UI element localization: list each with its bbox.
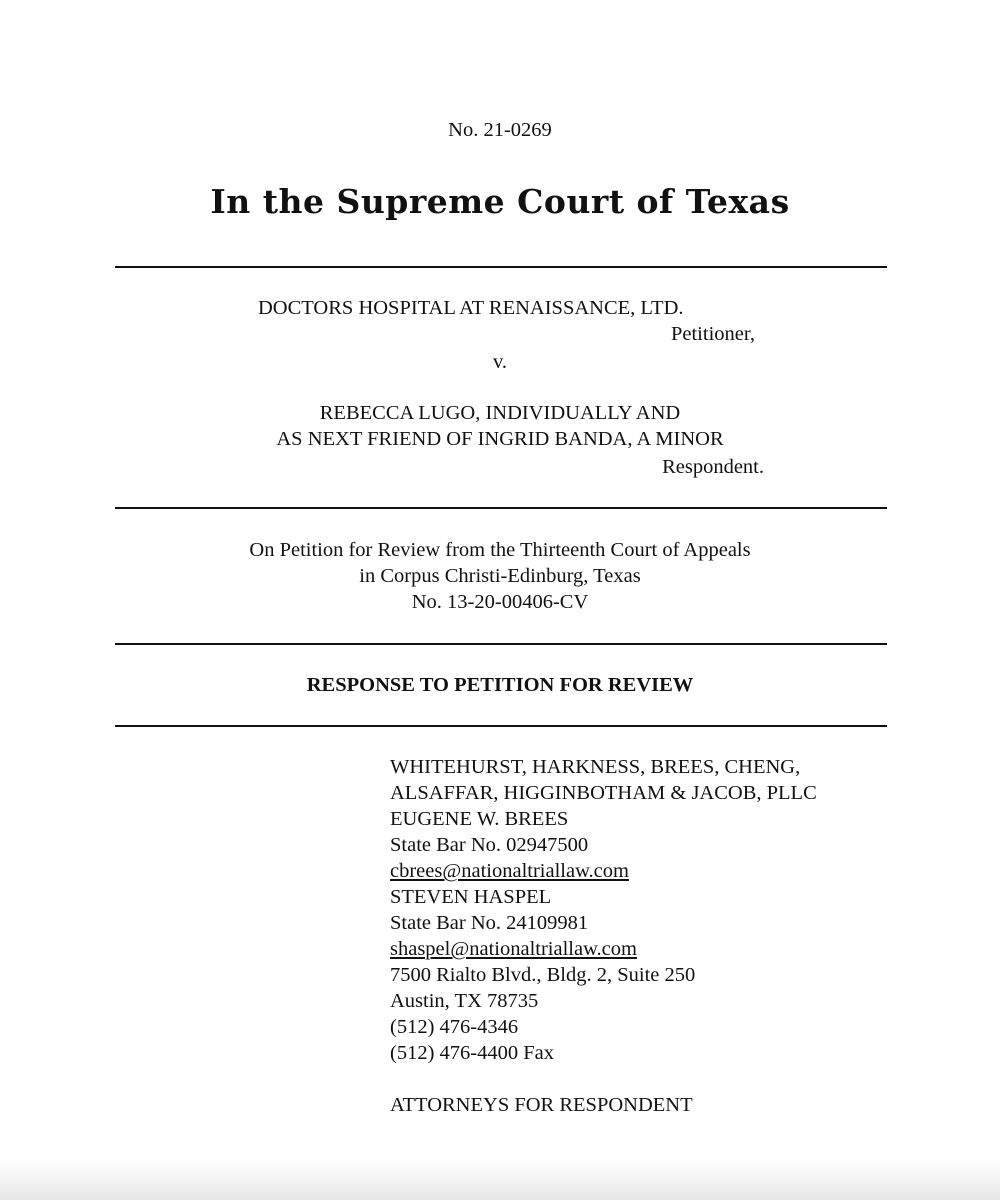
petitioner-name: DOCTORS HOSPITAL AT RENAISSANCE, LTD. — [258, 297, 684, 319]
firm-name-line2: ALSAFFAR, HIGGINBOTHAM & JACOB, PLLC — [390, 782, 817, 804]
phone-number: (512) 476-4346 — [390, 1016, 519, 1038]
filing-title: RESPONSE TO PETITION FOR REVIEW — [306, 674, 694, 696]
appeal-case-number: No. 13-20-00406-CV — [411, 591, 589, 613]
respondent-role: Respondent. — [662, 456, 764, 478]
court-title: In the Supreme Court of Texas — [210, 182, 790, 221]
attorney2-email-link[interactable]: shaspel@nationaltriallaw.com — [390, 938, 637, 960]
appeal-origin-line1: On Petition for Review from the Thirteenth Court of Appeals — [249, 539, 751, 561]
blank-line — [390, 1066, 910, 1092]
divider-rule-3 — [115, 643, 887, 645]
appeal-origin-line2: in Corpus Christi-Edinburg, Texas — [359, 565, 641, 587]
respondent-name-line2: AS NEXT FRIEND OF INGRID BANDA, A MINOR — [276, 428, 724, 450]
page-bottom-shadow — [0, 1160, 1000, 1200]
address-line1: 7500 Rialto Blvd., Bldg. 2, Suite 250 — [390, 964, 696, 986]
attorney2-bar-number: State Bar No. 24109981 — [390, 912, 589, 934]
signature-role: ATTORNEYS FOR RESPONDENT — [390, 1094, 693, 1116]
counsel-block — [390, 754, 910, 1118]
petitioner-role: Petitioner, — [670, 323, 755, 345]
divider-rule-4 — [115, 725, 887, 727]
attorney2-name: STEVEN HASPEL — [390, 886, 552, 908]
firm-name-line1: WHITEHURST, HARKNESS, BREES, CHENG, — [390, 756, 801, 778]
divider-rule-1 — [115, 266, 887, 268]
versus-label: v. — [492, 351, 508, 373]
attorney1-bar-number: State Bar No. 02947500 — [390, 834, 589, 856]
attorney1-name: EUGENE W. BREES — [390, 808, 569, 830]
fax-number: (512) 476-4400 Fax — [390, 1042, 554, 1064]
docket-number: No. 21-0269 — [448, 119, 552, 141]
address-line2: Austin, TX 78735 — [390, 990, 539, 1012]
respondent-name-line1: REBECCA LUGO, INDIVIDUALLY AND — [319, 402, 681, 424]
divider-rule-2 — [115, 507, 887, 509]
attorney1-email-link[interactable]: cbrees@nationaltriallaw.com — [390, 860, 629, 882]
